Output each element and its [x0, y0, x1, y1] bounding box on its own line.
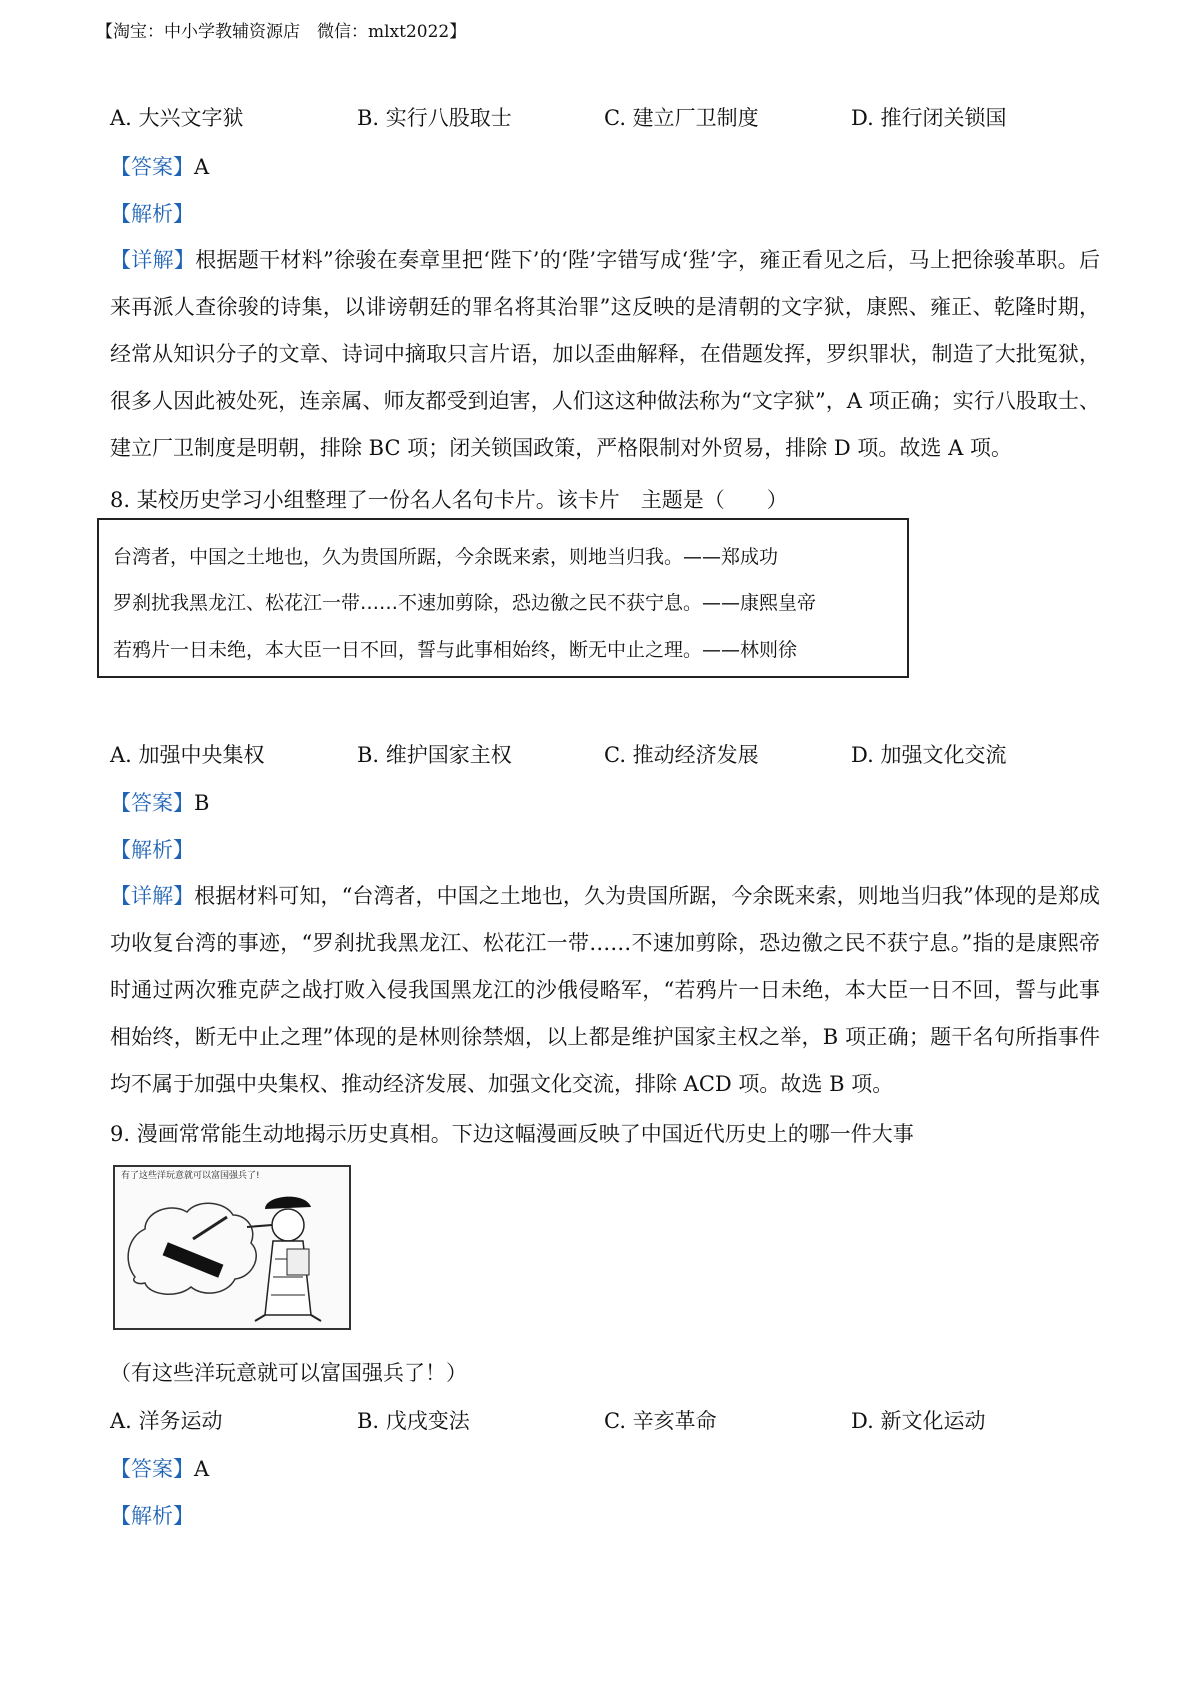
q9-answer [110, 1453, 209, 1483]
q7-option-b: B. 实行八股取士 [357, 106, 512, 130]
q8-option-a: A. 加强中央集权 [110, 743, 265, 767]
cartoon-caption: 有了这些洋玩意就可以富国强兵了! [121, 1171, 260, 1181]
q9-option-b: B. 戊戌变法 [357, 1409, 470, 1433]
detail-line: 来再派人查徐骏的诗集，以诽谤朝廷的罪名将其治罪”这反映的是清朝的文字狱，康熙、雍正、乾隆时期， [110, 295, 1100, 319]
answer-tag: 【答案】 [110, 155, 194, 179]
q8-option-b: B. 维护国家主权 [357, 743, 512, 767]
answer-value: B [194, 791, 210, 815]
quote-line: 罗刹扰我黑龙江、松花江一带……不速加剪除，恐边徼之民不获宁息。——康熙皇帝 [113, 592, 817, 614]
cartoon-image [113, 1165, 351, 1330]
detail-line: 【详解】根据题干材料”徐骏在奏章里把‘陛下’的‘陛’字错写成‘狴’字，雍正看见之后，马上把徐骏革职。后 [110, 248, 1100, 272]
q8-answer [110, 787, 209, 817]
detail-line: 很多人因此被处死，连亲属、师友都受到迫害，人们这这种做法称为“文字狱”，A 项正确；实行八股取士、 [110, 389, 1100, 413]
detail-line: 均不属于加强中央集权、推动经济发展、加强文化交流，排除 ACD 项。故选 B 项。 [110, 1072, 894, 1096]
q8-analysis-tag: 【解析】 [110, 838, 194, 862]
q7-analysis-tag: 【解析】 [110, 202, 194, 226]
answer-tag: 【答案】 [110, 1457, 194, 1481]
detail-tag: 【详解】 [110, 248, 196, 272]
detail-line: 功收复台湾的事迹，“罗刹扰我黑龙江、松花江一带……不速加剪除，恐边徼之民不获宁息。”指的是康熙帝 [110, 931, 1100, 955]
quote-line: 台湾者，中国之土地也，久为贵国所踞，今余既来索，则地当归我。——郑成功 [113, 546, 779, 568]
answer-tag: 【答案】 [110, 791, 194, 815]
q7-option-c: C. 建立厂卫制度 [604, 106, 759, 130]
cartoon-drawing [115, 1167, 349, 1328]
detail-line: 时通过两次雅克萨之战打败入侵我国黑龙江的沙俄侵略军，“若鸦片一日未绝，本大臣一日不回，誓与此事 [110, 978, 1100, 1002]
q9-option-a: A. 洋务运动 [110, 1409, 223, 1433]
quote-card [97, 518, 909, 678]
detail-line: 相始终，断无中止之理”体现的是林则徐禁烟，以上都是维护国家主权之举，B 项正确；题干名句所指事件 [110, 1025, 1100, 1049]
detail-tag: 【详解】 [110, 884, 195, 908]
official-head [272, 1209, 304, 1241]
cartoon-caption-text: （有这些洋玩意就可以富国强兵了！） [110, 1361, 467, 1385]
q9-analysis-tag: 【解析】 [110, 1504, 194, 1528]
q8-detail [110, 873, 1100, 1108]
thought-cloud [128, 1203, 256, 1294]
page-header-watermark: 【淘宝：中小学教辅资源店 微信：mlxt2022】 [96, 22, 467, 42]
q9-stem: 9. 漫画常常能生动地揭示历史真相。下边这幅漫画反映了中国近代历史上的哪一件大事 [110, 1122, 914, 1146]
detail-line: 经常从知识分子的文章、诗词中摘取只言片语，加以歪曲解释，在借题发挥，罗织罪状，制造了大批冤狱， [110, 342, 1100, 366]
answer-value: A [194, 155, 210, 179]
official-hat [265, 1197, 311, 1209]
q9-option-c: C. 辛亥革命 [604, 1409, 717, 1433]
quote-line: 若鸦片一日未绝，本大臣一日不回，誓与此事相始终，断无中止之理。——林则徐 [113, 639, 798, 661]
answer-value: A [194, 1457, 210, 1481]
detail-line: 【详解】根据材料可知，“台湾者，中国之土地也，久为贵国所踞，今余既来索，则地当归我”体现的是郑成 [110, 884, 1101, 908]
q9-option-d: D. 新文化运动 [851, 1409, 986, 1433]
rifle-stock [163, 1242, 224, 1277]
q7-option-a: A. 大兴文字狱 [110, 106, 244, 130]
paper-in-hand [287, 1249, 309, 1275]
rifle-barrel [193, 1217, 227, 1239]
detail-line: 建立厂卫制度是明朝，排除 BC 项；闭关锁国政策，严格限制对外贸易，排除 D 项。故选 A 项。 [110, 436, 1012, 460]
q7-answer [110, 151, 209, 181]
q7-detail [110, 237, 1100, 472]
q8-option-d: D. 加强文化交流 [851, 743, 1007, 767]
q7-option-d: D. 推行闭关锁国 [851, 106, 1007, 130]
q8-stem: 8. 某校历史学习小组整理了一份名人名句卡片。该卡片 主题是（ ） [110, 488, 788, 512]
q8-option-c: C. 推动经济发展 [604, 743, 759, 767]
